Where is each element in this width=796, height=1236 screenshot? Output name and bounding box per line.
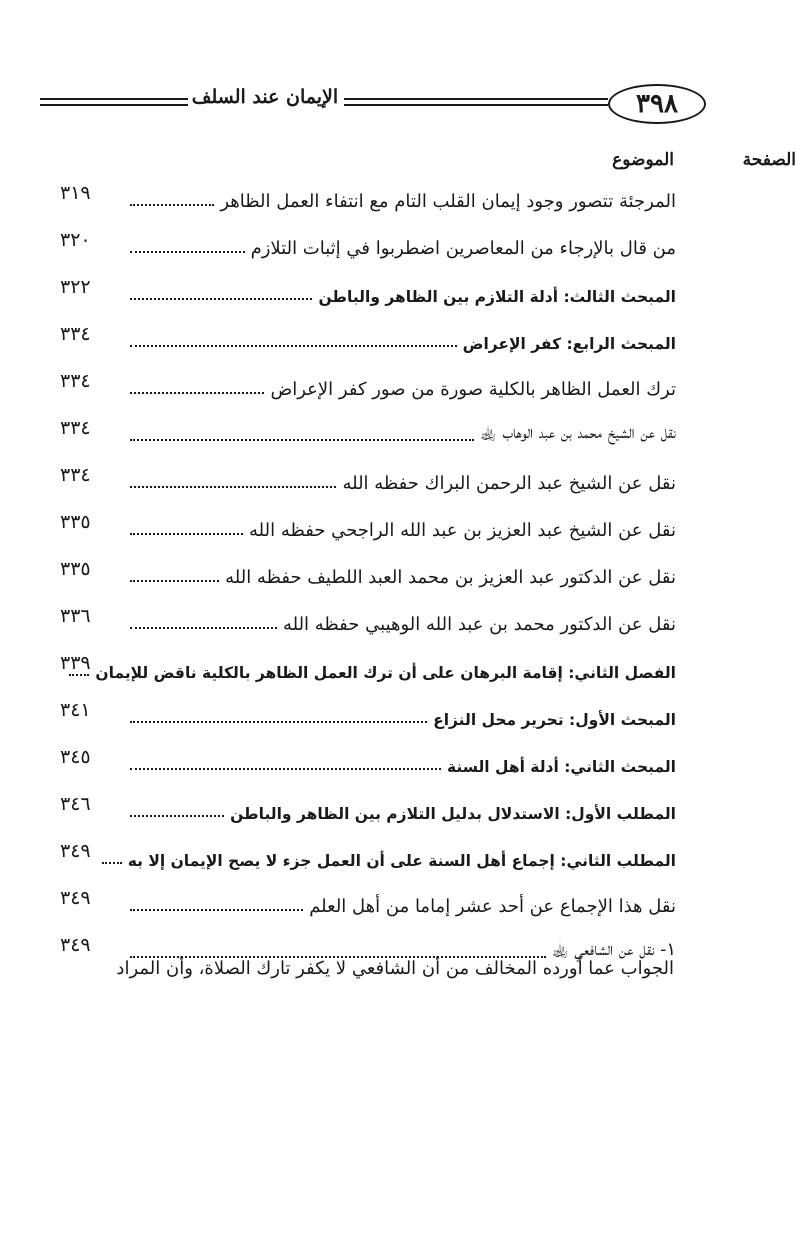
- toc-entry-line: [130, 323, 676, 353]
- toc-entry-line: [130, 511, 676, 541]
- dot-leader: [130, 439, 474, 441]
- header-rule-right-bottom: [344, 104, 608, 106]
- toc-entry-page: ٣٤٦: [60, 793, 91, 815]
- toc-entry-title: الفصل الثاني: إقامة البرهان على أن ترك العمل الظاهر بالكلية ناقض للإيمان: [95, 664, 676, 682]
- toc-entry-title: نقل عن الشيخ محمد بن عبد الوهاب ﵀: [480, 422, 676, 443]
- toc-entry: [60, 877, 676, 924]
- toc-entry-page: ٣٢٢: [60, 276, 91, 298]
- toc-entry-line: [130, 370, 676, 400]
- toc-entry: [60, 266, 676, 313]
- toc-entry-title: ترك العمل الظاهر بالكلية صورة من صور كفر الإعراض: [270, 379, 676, 400]
- dot-leader: [69, 674, 89, 676]
- toc-entry-page: ٣٤١: [60, 699, 91, 721]
- toc-entry-line: [130, 229, 676, 259]
- toc-entry-title: نقل هذا الإجماع عن أحد عشر إماما من أهل العلم: [309, 896, 676, 917]
- toc-entry-page: ٣٤٩: [60, 840, 91, 862]
- toc-entry-title: نقل عن الدكتور محمد بن عبد الله الوهيبي حفظه الله: [282, 614, 676, 635]
- toc-entry: [60, 783, 676, 830]
- toc-entry-title: نقل عن الدكتور عبد العزيز بن محمد العبد اللطيف حفظه الله: [225, 567, 676, 588]
- dot-leader: [130, 298, 312, 300]
- toc-entry-line: [130, 558, 676, 588]
- toc-entry-page: ٣٤٩: [60, 887, 91, 909]
- book-title: الإيمان عند السلف: [191, 86, 339, 108]
- toc-entry-page: ٣٣٤: [60, 370, 91, 392]
- dot-leader: [130, 251, 245, 253]
- toc-entry-line: [130, 605, 676, 635]
- toc-entry: [60, 172, 676, 219]
- dot-leader: [130, 721, 427, 723]
- toc-entry-title: المبحث الرابع: كفر الإعراض: [462, 335, 676, 353]
- topic-column-heading: الموضوع: [612, 150, 674, 170]
- dot-leader: [130, 627, 277, 629]
- page-number: ٣٩٨: [608, 84, 706, 124]
- toc-entry: [60, 219, 676, 266]
- toc-entry-title: نقل عن الشيخ عبد العزيز بن عبد الله الراجحي حفظه الله: [249, 520, 676, 541]
- toc-entry-page: ٣٣٤: [60, 323, 91, 345]
- header-rule-left-bottom: [40, 104, 188, 106]
- toc-entry-title: ١- نقل عن الشافعي ﵀: [552, 939, 676, 960]
- toc-entry: [60, 454, 676, 501]
- toc-entry: [60, 501, 676, 548]
- toc-entry-title: المبحث الثاني: أدلة أهل السنة: [446, 758, 676, 776]
- dot-leader: [130, 815, 224, 817]
- toc-entry-page: ٣٣٥: [60, 511, 91, 533]
- toc-entry: [60, 689, 676, 736]
- toc-entry: [60, 830, 676, 877]
- toc-entry-page: ٣٣٤: [60, 464, 91, 486]
- running-header: [40, 80, 680, 130]
- toc-entry-line: [130, 699, 676, 729]
- dot-leader: [130, 486, 336, 488]
- dot-leader: [130, 345, 457, 347]
- toc-entry-line: [130, 276, 676, 306]
- dot-leader: [130, 768, 441, 770]
- toc-entry-line: [130, 464, 676, 494]
- toc-entry-title: المبحث الثالث: أدلة التلازم بين الظاهر والباطن: [318, 288, 676, 306]
- toc-entry-line: [130, 887, 676, 917]
- toc-entry-title: المبحث الأول: تحرير محل النزاع: [433, 711, 676, 729]
- header-rule-left-top: [40, 98, 188, 100]
- toc-entry-page: ٣١٩: [60, 182, 91, 204]
- dot-leader: [130, 533, 243, 535]
- toc-entry-title: المطلب الثاني: إجماع أهل السنة على أن العمل جزء لا يصح الإيمان إلا به: [127, 852, 676, 870]
- toc-entry: [60, 595, 676, 642]
- dot-leader: [130, 392, 264, 394]
- toc-entry: [60, 360, 676, 407]
- toc-entry: [60, 313, 676, 360]
- dot-leader: [102, 862, 122, 864]
- toc-entry: [60, 407, 676, 454]
- toc-entry-title: المطلب الأول: الاستدلال بدليل التلازم بين الظاهر والباطن: [230, 805, 676, 823]
- toc-entry: [60, 642, 676, 689]
- toc-entry-line: [130, 746, 676, 776]
- toc-entry-page: ٣٤٩: [60, 934, 91, 956]
- trailing-text: الجواب عما أورده المخالف من أن الشافعي لا يكفر تارك الصلاة، وأن المراد: [116, 958, 674, 979]
- toc-entry-title: المرجئة تتصور وجود إيمان القلب التام مع انتفاء العمل الظاهر: [220, 191, 676, 212]
- toc-entry: [60, 548, 676, 595]
- toc-entry-title: من قال بالإرجاء من المعاصرين اضطربوا في إثبات التلازم: [250, 238, 676, 259]
- toc-entry-page: ٣٣٩: [60, 652, 91, 674]
- toc-entry-page: ٣٣٥: [60, 558, 91, 580]
- dot-leader: [130, 204, 214, 206]
- toc-entry-line: [127, 840, 676, 870]
- toc-entry-line: [130, 793, 676, 823]
- toc-entry-line: [130, 417, 676, 447]
- toc-entry-page: ٣٢٠: [60, 229, 91, 251]
- dot-leader: [130, 580, 219, 582]
- toc-entry: [60, 736, 676, 783]
- toc-entry-line: [95, 652, 676, 682]
- table-of-contents: [60, 172, 676, 971]
- toc-entry-page: ٣٤٥: [60, 746, 91, 768]
- toc-entry-line: [130, 182, 676, 212]
- dot-leader: [130, 909, 303, 911]
- header-rule-right-top: [344, 98, 608, 100]
- toc-entry-page: ٣٣٦: [60, 605, 91, 627]
- page-column-heading: الصفحة: [742, 150, 796, 170]
- toc-entry-page: ٣٣٤: [60, 417, 91, 439]
- toc-entry-title: نقل عن الشيخ عبد الرحمن البراك حفظه الله: [342, 473, 676, 494]
